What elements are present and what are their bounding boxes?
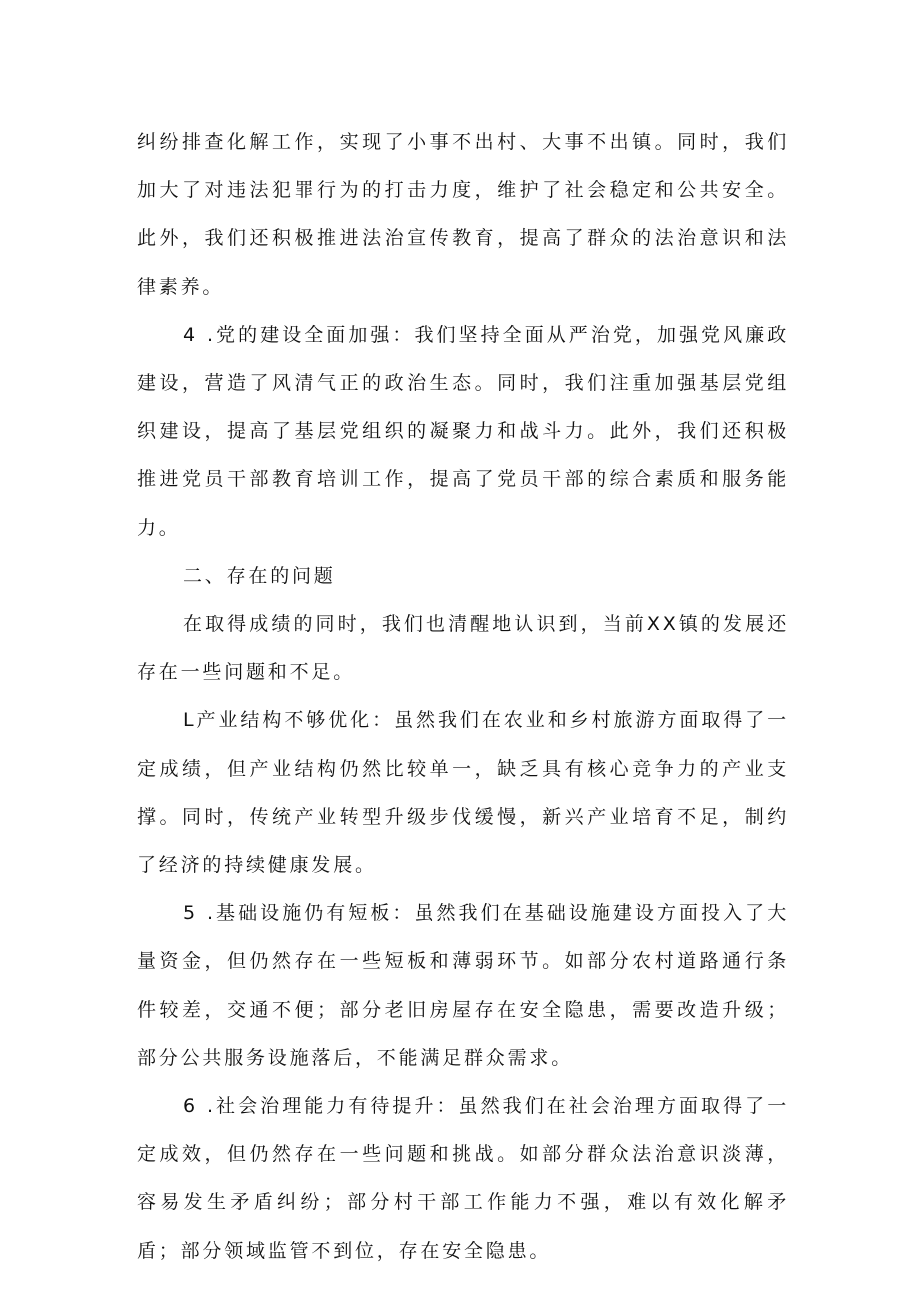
paragraph-item-5: 5 .基础设施仍有短板：虽然我们在基础设施建设方面投入了大量资金，但仍然存在一些短板和薄弱环节。如部分农村道路通行条件较差，交通不便；部分老旧房屋存在安全隐患，需要改造升级；部分公共服务设施落后，不能满足群众需求。 (137, 902, 789, 1069)
paragraph-item-1: L产业结构不够优化：虽然我们在农业和乡村旅游方面取得了一定成绩，但产业结构仍然比较单一，缺乏具有核心竞争力的产业支撑。同时，传统产业转型升级步伐缓慢，新兴产业培育不足，制约了经济的持续健康发展。 (137, 709, 789, 877)
paragraph-item-4: 4 .党的建设全面加强：我们坚持全面从严治党，加强党风廉政建设，营造了风清气正的政治生态。同时，我们注重加强基层党组织建设，提高了基层党组织的凝聚力和战斗力。此外，我们还积极推进党员干部教育培训工作，提高了党员干部的综合素质和服务能力。 (137, 323, 789, 539)
document-body (137, 118, 789, 1275)
paragraph-intro: 在取得成绩的同时，我们也清醒地认识到，当前XX镇的发展还存在一些问题和不足。 (137, 613, 789, 684)
paragraph-continued: 纠纷排查化解工作，实现了小事不出村、大事不出镇。同时，我们加大了对违法犯罪行为的打击力度，维护了社会稳定和公共安全。此外，我们还积极推进法治宣传教育，提高了群众的法治意识和法律素养。 (137, 131, 789, 298)
section-heading-problems: 二、存在的问题 (183, 564, 336, 587)
paragraph-item-6: 6 .社会治理能力有待提升：虽然我们在社会治理方面取得了一定成效，但仍然存在一些问题和挑战。如部分群众法治意识淡薄，容易发生矛盾纠纷；部分村干部工作能力不强，难以有效化解矛盾；部分领域监管不到位，存在安全隐患。 (137, 1095, 789, 1262)
